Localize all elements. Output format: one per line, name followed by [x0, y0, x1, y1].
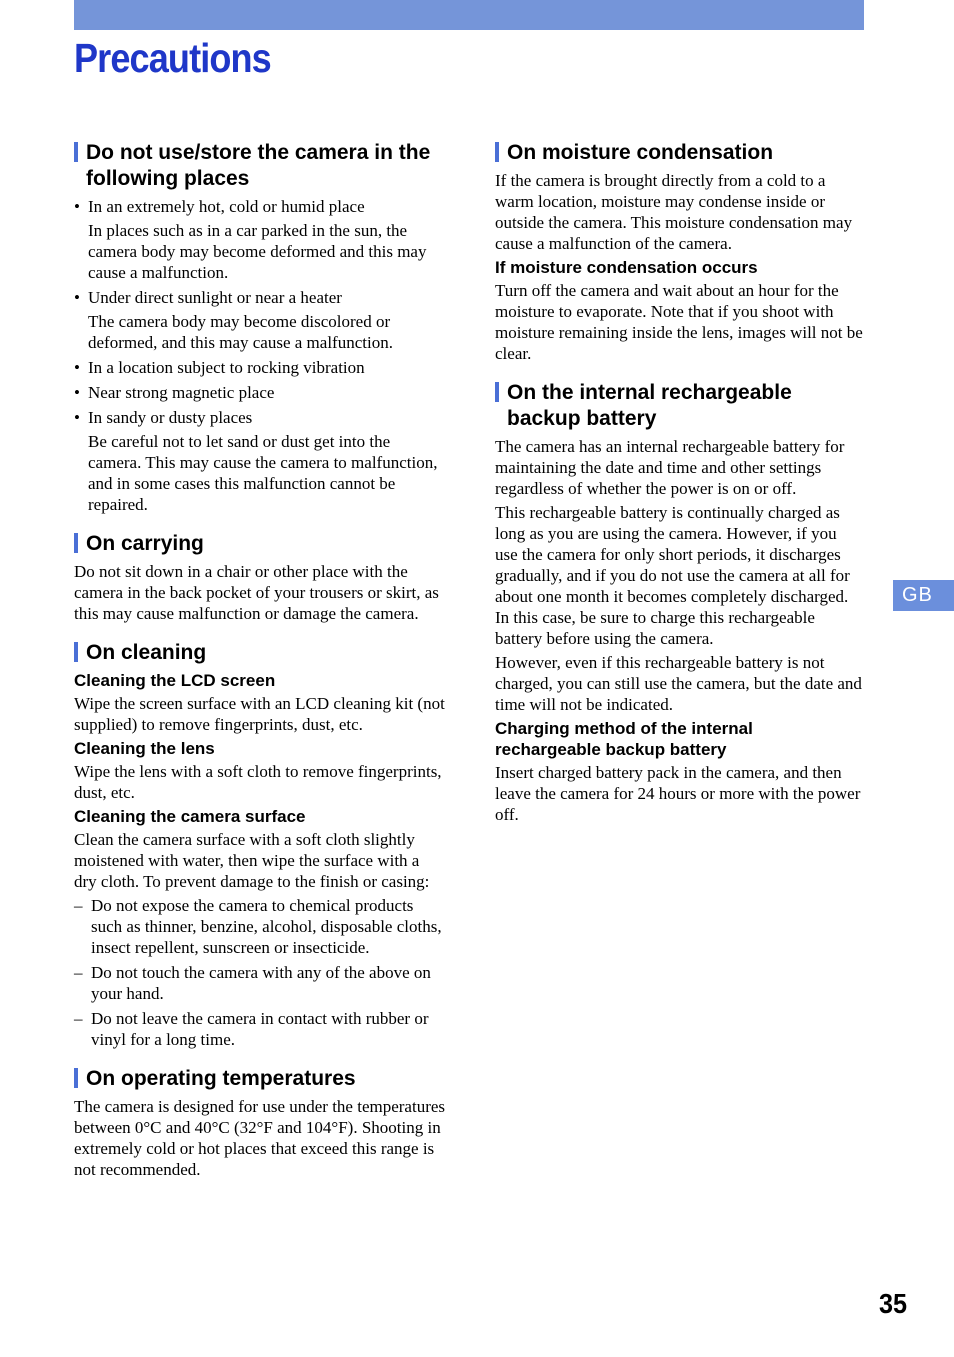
left-column — [74, 140, 446, 1183]
sub-heading-condensation: If moisture condensation occurs — [495, 258, 758, 277]
heading-marker — [74, 642, 78, 662]
list-item — [74, 357, 446, 378]
body-text: Wipe the lens with a soft cloth to remove fingerprints, dust, etc. — [74, 762, 442, 802]
heading-marker — [495, 142, 499, 162]
section-heading — [74, 1066, 446, 1092]
body-text: This rechargeable battery is continually charged as long as you are using the camera. However, if you use the camera for only short periods, it discharges gradually, and if you do not use the camera at all for about one month it becomes completely discharged. In this case, be sure to charge this rechargeable battery before using the camera. — [495, 503, 850, 648]
item-text: Near strong magnetic place — [88, 383, 275, 402]
heading-marker — [495, 382, 499, 402]
bullet-icon: • — [74, 197, 80, 216]
right-column — [495, 140, 863, 828]
heading-marker — [74, 533, 78, 553]
bullet-icon: • — [74, 358, 80, 377]
region-tab: GB — [893, 580, 954, 611]
item-text: Under direct sunlight or near a heater — [88, 288, 342, 307]
bullet-icon: • — [74, 408, 80, 427]
section-heading — [74, 640, 446, 666]
section-heading — [495, 140, 863, 166]
heading-text: On operating temperatures — [86, 1067, 356, 1090]
item-detail: The camera body may become discolored or deformed, and this may cause a malfunction. — [88, 312, 393, 352]
heading-marker — [74, 142, 78, 162]
list-item — [74, 895, 446, 958]
dash-icon: – — [74, 896, 83, 915]
list-item — [74, 962, 446, 1004]
item-text: In sandy or dusty places — [88, 408, 253, 427]
heading-text: On cleaning — [86, 641, 207, 664]
section-cleaning — [74, 640, 446, 1050]
heading-text: On the internal rechargeable backup battery — [507, 381, 792, 430]
sub-heading-charging: Charging method of the internal rechargeable backup battery — [495, 719, 753, 759]
page-number: 35 — [879, 1288, 908, 1319]
sub-heading-surface: Cleaning the camera surface — [74, 807, 306, 826]
dash-icon: – — [74, 1009, 83, 1028]
item-text: In an extremely hot, cold or humid place — [88, 197, 365, 216]
section-heading — [74, 140, 446, 192]
section-heading — [495, 380, 863, 432]
section-heading — [74, 531, 446, 557]
dash-icon: – — [74, 963, 83, 982]
section-moisture — [495, 140, 863, 364]
body-text: However, even if this rechargeable battery is not charged, you can still use the camera, but the date and time will not be indicated. — [495, 653, 862, 714]
section-carrying — [74, 531, 446, 624]
sub-heading-lcd: Cleaning the LCD screen — [74, 671, 276, 690]
heading-text: On carrying — [86, 532, 204, 555]
bullet-icon: • — [74, 383, 80, 402]
heading-text: On moisture condensation — [507, 141, 774, 164]
body-text: Do not sit down in a chair or other place with the camera in the back pocket of your trousers or skirt, as this may cause malfunction or damage the camera. — [74, 562, 439, 623]
body-text: The camera is designed for use under the temperatures between 0°C and 40°C (32°F and 104°F). Shooting in extremely cold or hot places that exceed this range is not recommended. — [74, 1097, 446, 1179]
sub-heading-lens: Cleaning the lens — [74, 739, 215, 758]
heading-marker — [74, 1068, 78, 1088]
section-backup-battery — [495, 380, 863, 825]
list-item — [74, 287, 446, 353]
list-item — [74, 407, 446, 515]
bullet-icon: • — [74, 288, 80, 307]
list-item — [74, 196, 446, 283]
item-text: In a location subject to rocking vibration — [88, 358, 365, 377]
body-text: If the camera is brought directly from a cold to a warm location, moisture may condense inside or outside the camera. This moisture condensation may cause a malfunction of the camera. — [495, 171, 853, 253]
list-item — [74, 382, 446, 403]
item-detail: In places such as in a car parked in the sun, the camera body may become deformed and this may cause a malfunction. — [88, 221, 427, 282]
body-text: Turn off the camera and wait about an hour for the moisture to evaporate. Note that if you shoot with moisture remaining inside the lens, images will not be clear. — [495, 281, 863, 363]
heading-text: Do not use/store the camera in the following places — [86, 141, 431, 190]
section-temperatures — [74, 1066, 446, 1180]
places-list — [74, 196, 446, 515]
body-text: The camera has an internal rechargeable battery for maintaining the date and time and other settings regardless of whether the power is on or off. — [495, 437, 845, 498]
cleaning-cautions-list — [74, 895, 446, 1050]
body-text: Wipe the screen surface with an LCD cleaning kit (not supplied) to remove fingerprints, dust, etc. — [74, 694, 445, 734]
page-title: Precautions — [74, 35, 271, 81]
section-storage-places — [74, 140, 446, 515]
list-item — [74, 1008, 446, 1050]
header-color-bar — [74, 0, 864, 30]
body-text: Insert charged battery pack in the camera, and then leave the camera for 24 hours or more with the power off. — [495, 763, 861, 824]
item-detail: Be careful not to let sand or dust get into the camera. This may cause the camera to malfunction, and in some cases this malfunction cannot be repaired. — [88, 432, 438, 514]
body-text: Clean the camera surface with a soft cloth slightly moistened with water, then wipe the surface with a dry cloth. To prevent damage to the finish or casing: — [74, 830, 430, 891]
item-text: Do not touch the camera with any of the above on your hand. — [91, 963, 431, 1003]
item-text: Do not expose the camera to chemical products such as thinner, benzine, alcohol, disposable cloths, insect repellent, sunscreen or insecticide. — [91, 896, 442, 957]
item-text: Do not leave the camera in contact with rubber or vinyl for a long time. — [91, 1009, 429, 1049]
